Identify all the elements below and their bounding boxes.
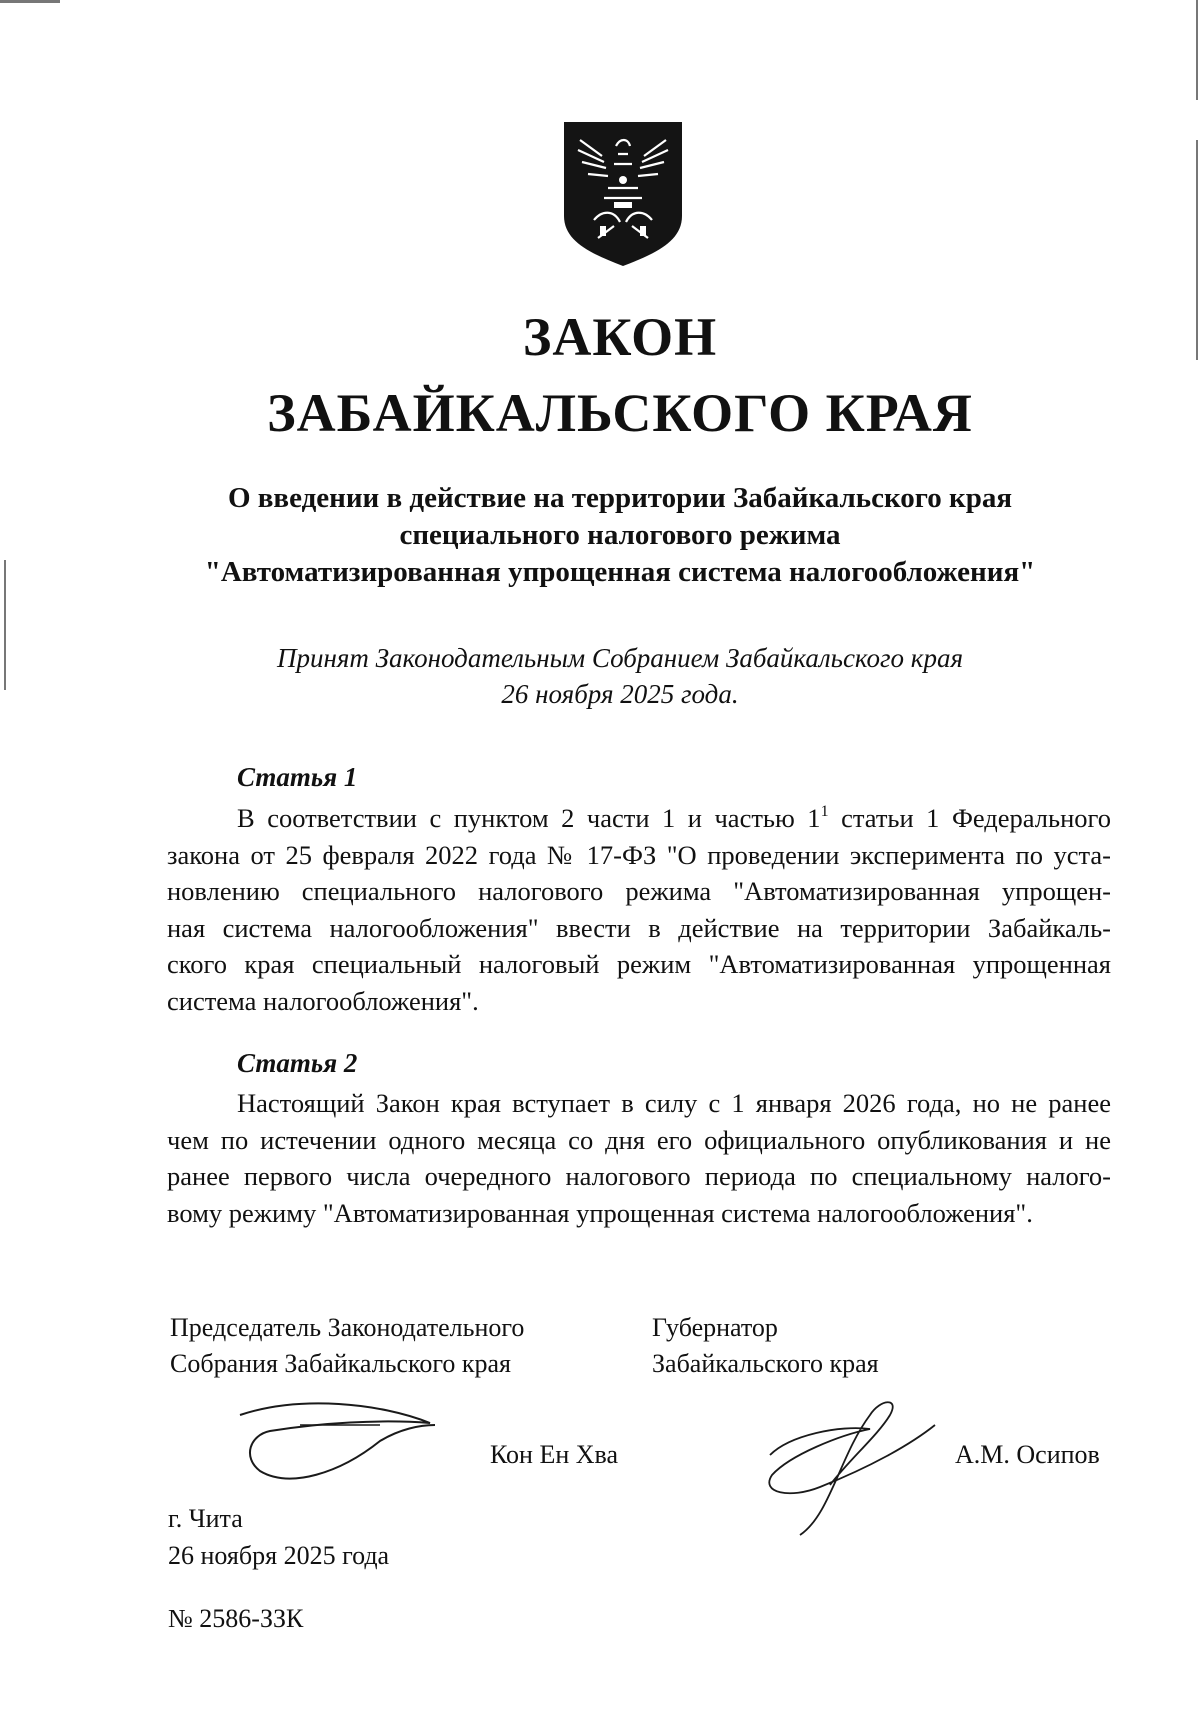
law-subject	[160, 480, 1080, 591]
signatory-title-line: Собрания Забайкальского края	[170, 1349, 511, 1378]
scan-border-mark	[4, 560, 6, 690]
governor-signature-icon	[760, 1395, 940, 1545]
article-2-text	[167, 1085, 1111, 1231]
article-line	[167, 800, 1111, 837]
article-line: новлению специального налогового режима "Автоматизированная упрощен-	[167, 876, 1111, 906]
adoption-date: 26 ноября 2025 года.	[501, 679, 739, 709]
signatory-title-line: Губернатор	[652, 1313, 778, 1342]
adoption-note	[240, 640, 1000, 712]
chairman-name: Кон Ен Хва	[490, 1440, 619, 1469]
article-text-part: статьи 1 Федерального	[828, 803, 1111, 833]
article-1-text	[167, 800, 1111, 1019]
law-title: ЗАКОН	[522, 307, 718, 367]
article-text-part: В соответствии с пунктом 2 части 1 и частью 1	[237, 803, 821, 833]
chairman-signature-icon	[230, 1385, 440, 1495]
scan-border-mark	[1196, 0, 1198, 100]
subject-line: "Автоматизированная упрощенная система налогообложения"	[204, 556, 1036, 588]
article-line: система налогообложения".	[167, 985, 479, 1016]
law-region-title: ЗАБАЙКАЛЬСКОГО КРАЯ	[267, 383, 973, 443]
city: г. Чита	[168, 1504, 243, 1533]
article-line: ского края специальный налоговый режим "Автоматизированная упрощенная	[167, 949, 1111, 979]
article-line: чем по истечении одного месяца со дня его официального опубликования и не	[167, 1124, 1111, 1155]
adoption-line: Принят Законодательным Собранием Забайкальского края	[276, 643, 963, 673]
article-line: вому режиму "Автоматизированная упрощенная система налогообложения".	[167, 1197, 1033, 1228]
superscript: 1	[820, 803, 829, 820]
chairman-title	[170, 1310, 524, 1382]
place-and-date	[168, 1500, 389, 1574]
article-line: закона от 25 февраля 2022 года № 17-ФЗ "О проведении эксперимента по уста-	[167, 839, 1111, 870]
signing-date: 26 ноября 2025 года	[168, 1541, 390, 1570]
article-line: ранее первого числа очередного налогового периода по специальному налого-	[167, 1161, 1111, 1191]
governor-title	[652, 1310, 879, 1382]
scan-border-mark	[1196, 140, 1198, 360]
article-line: Настоящий Закон края вступает в силу с 1 января 2026 года, но не ранее	[237, 1088, 1111, 1118]
article-line: ная система налогообложения" ввести в действие на территории Забайкаль-	[167, 912, 1111, 943]
governor-name: А.М. Осипов	[955, 1440, 1100, 1469]
signatory-title-line: Председатель Законодательного	[170, 1313, 525, 1342]
article-2-heading: Статья 2	[237, 1048, 358, 1078]
signatory-title-line: Забайкальского края	[652, 1349, 879, 1378]
subject-line: О введении в действие на территории Забайкальского края	[227, 482, 1013, 514]
scan-border-mark	[0, 0, 60, 3]
law-number: № 2586-ЗЗК	[168, 1604, 304, 1633]
subject-line: специального налогового режима	[399, 519, 841, 551]
coat-of-arms-icon	[558, 118, 688, 268]
article-1-heading: Статья 1	[237, 762, 358, 792]
